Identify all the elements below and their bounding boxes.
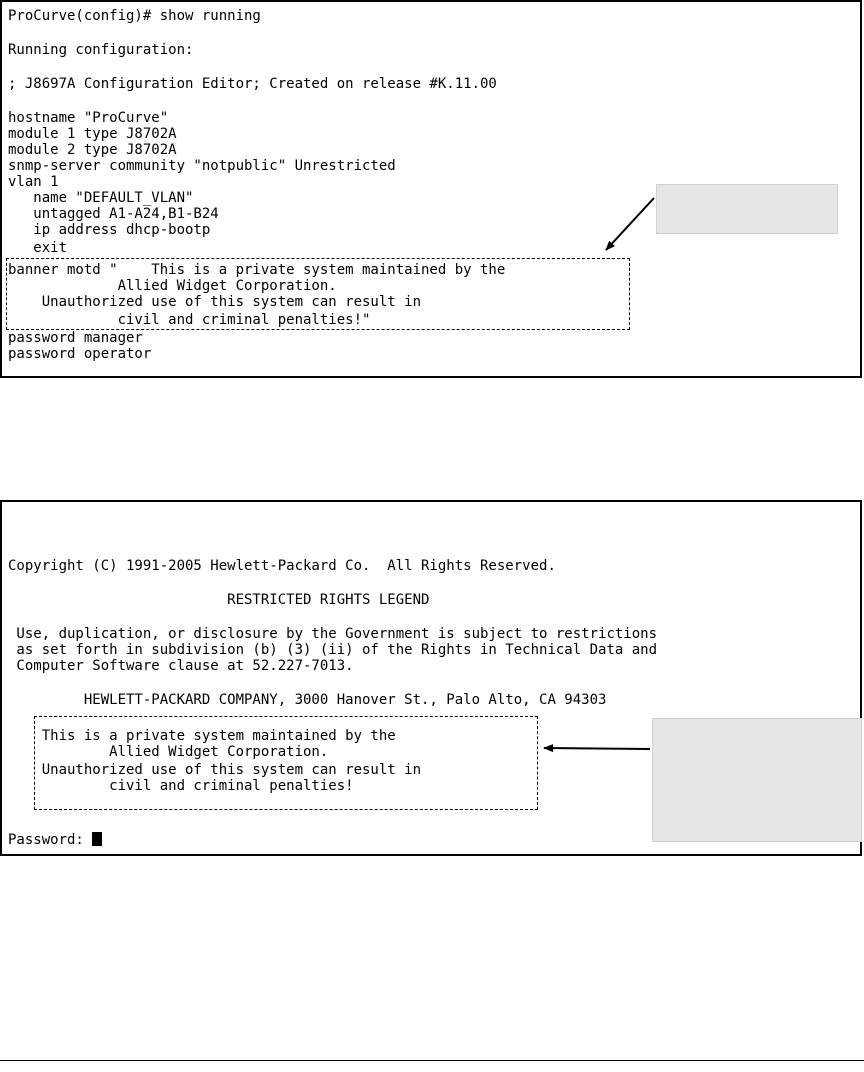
banner-motd-line-1: banner motd " This is a private system maintained by the: [8, 262, 506, 278]
legend-line-2: as set forth in subdivision (b) (3) (ii) of the Rights in Technical Data and: [8, 642, 658, 658]
command-line: ProCurve(config)# show running: [8, 8, 261, 24]
banner-line-3: Unauthorized use of this system can result in: [8, 762, 422, 778]
legend-line-3: Computer Software clause at 52.227-7013.: [8, 658, 354, 674]
legend-heading: RESTRICTED RIGHTS LEGEND: [8, 592, 430, 608]
config-vlan-untagged: untagged A1-A24,B1-B24: [8, 206, 219, 222]
config-terminal-window: [0, 0, 862, 378]
legend-line-1: Use, duplication, or disclosure by the Government is subject to restrictions: [8, 626, 658, 642]
callout-box: [652, 718, 862, 842]
config-module-2: module 2 type J8702A: [8, 142, 177, 158]
copyright-line: Copyright (C) 1991-2005 Hewlett-Packard Co. All Rights Reserved.: [8, 558, 556, 574]
company-address: HEWLETT-PACKARD COMPANY, 3000 Hanover St., Palo Alto, CA 94303: [8, 692, 607, 708]
config-vlan-ip: ip address dhcp-bootp: [8, 222, 211, 238]
banner-line-2: Allied Widget Corporation.: [8, 744, 329, 760]
config-comment: ; J8697A Configuration Editor; Created on release #K.11.00: [8, 76, 497, 92]
banner-line-1: This is a private system maintained by the: [8, 728, 396, 744]
config-header: Running configuration:: [8, 42, 194, 58]
banner-motd-line-4: civil and criminal penalties!": [8, 312, 371, 328]
config-password-manager: password manager: [8, 330, 143, 346]
config-vlan: vlan 1: [8, 174, 59, 190]
config-vlan-name: name "DEFAULT_VLAN": [8, 190, 194, 206]
config-password-operator: password operator: [8, 346, 152, 362]
banner-motd-line-2: Allied Widget Corporation.: [8, 278, 337, 294]
text-cursor: [92, 832, 102, 846]
banner-line-4: civil and criminal penalties!: [8, 778, 354, 794]
config-module-1: module 1 type J8702A: [8, 126, 177, 142]
config-snmp: snmp-server community "notpublic" Unrestricted: [8, 158, 396, 174]
password-label: Password:: [8, 832, 93, 848]
login-terminal-window: [0, 500, 862, 856]
page-bottom-rule: [0, 1060, 864, 1061]
banner-highlight-box: [34, 716, 538, 810]
password-prompt[interactable]: [8, 832, 102, 848]
banner-motd-line-3: Unauthorized use of this system can result in: [8, 294, 422, 310]
callout-box: [656, 184, 838, 234]
banner-highlight-box: [6, 258, 630, 330]
config-vlan-exit: exit: [8, 240, 68, 256]
config-hostname: hostname "ProCurve": [8, 110, 169, 126]
